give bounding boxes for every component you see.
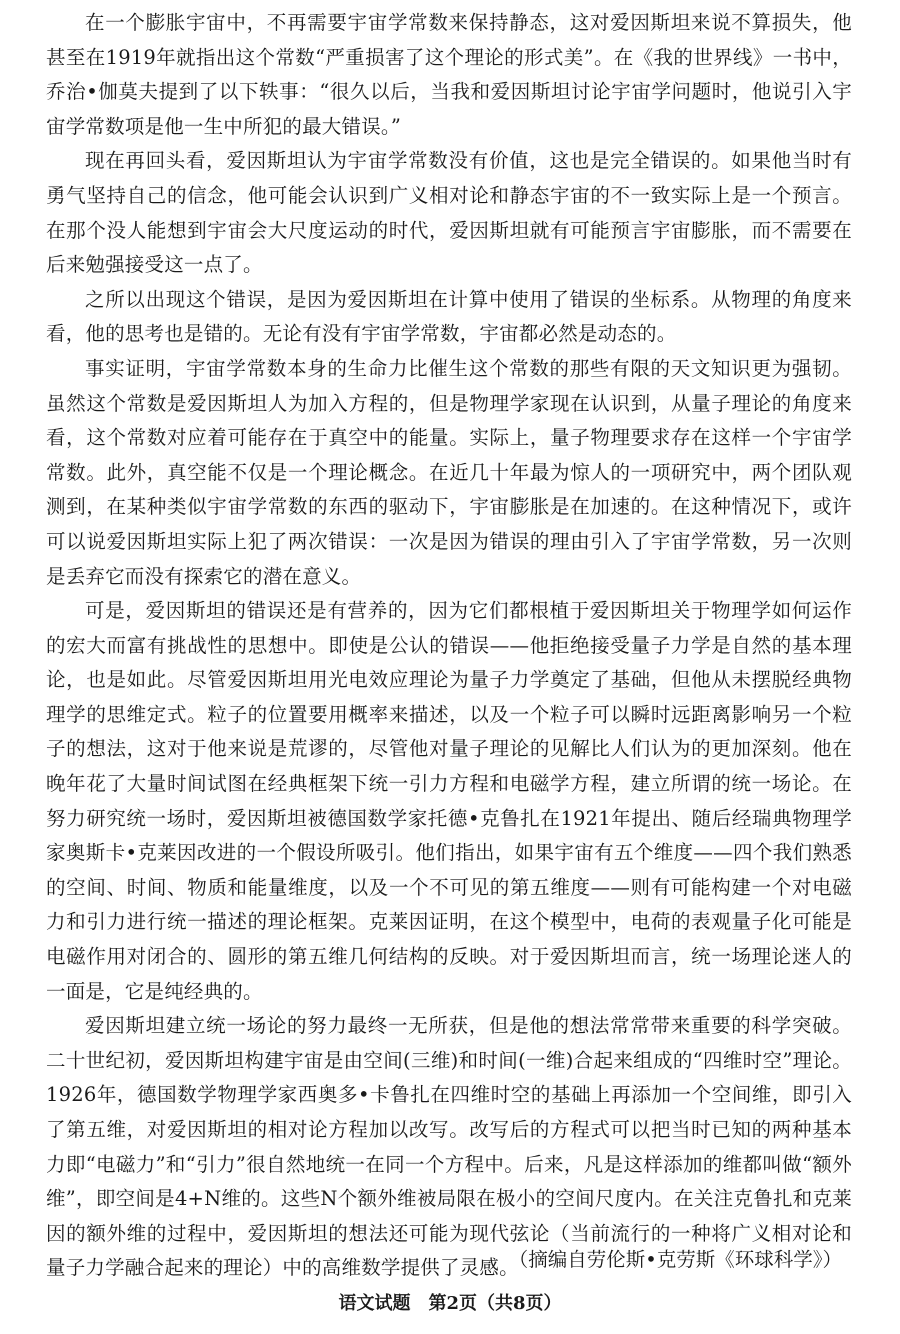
page-footer: 语文试题 第2页（共8页） (338, 1293, 562, 1314)
article-paragraph: 可是，爱因斯坦的错误还是有营养的，因为它们都根植于爱因斯坦关于物理学如何运作的宏大而富有挑战性的思想中。即使是公认的错误——他拒绝接受量子力学是自然的基本理论，也是如此。尽管爱因斯坦用光电效应理论为量子力学奠定了基础，但他从未摆脱经典物理学的思维定式。粒子的位置要用概率来描述，以及一个粒子可以瞬时远距离影响另一个粒子的想法，这对于他来说是荒谬的，尽管他对量子理论的见解比人们认为的更加深刻。他在晚年花了大量时间试图在经典框架下统一引力方程和电磁学方程，建立所谓的统一场论。在努力研究统一场时，爱因斯坦被德国数学家托德•克鲁扎在1921年提出、随后经瑞典物理学家奥斯卡•克莱因改进的一个假设所吸引。他们指出，如果宇宙有五个维度——四个我们熟悉的空间、时间、物质和能量维度，以及一个不可见的第五维度——则有可能构建一个对电磁力和引力进行统一描述的理论框架。克莱因证明，在这个模型中，电荷的表观量子化可能是电磁作用对闭合的、圆形的第五维几何结构的反映。对于爱因斯坦而言，统一场理论迷人的一面是，它是纯经典的。 (46, 599, 852, 1003)
article-paragraph: 事实证明，宇宙学常数本身的生命力比催生这个常数的那些有限的天文知识更为强韧。虽然这个常数是爱因斯坦人为加入方程的，但是物理学家现在认识到，从量子理论的角度来看，这个常数对应着可能存在于真空中的能量。实际上，量子物理要求存在这样一个宇宙学常数。此外，真空能不仅是一个理论概念。在近几十年最为惊人的一项研究中，两个团队观测到，在某种类似宇宙学常数的东西的驱动下，宇宙膨胀是在加速的。在这种情况下，或许可以说爱因斯坦实际上犯了两次错误：一次是因为错误的理由引入了宇宙学常数，另一次则是丢弃它而没有探索它的潜在意义。 (46, 356, 852, 588)
article-paragraph: 现在再回头看，爱因斯坦认为宇宙学常数没有价值，这也是完全错误的。如果他当时有勇气坚持自己的信念，他可能会认识到广义相对论和静态宇宙的不一致实际上是一个预言。在那个没人能想到宇宙会大尺度运动的时代，爱因斯坦就有可能预言宇宙膨胀，而不需要在后来勉强接受这一点了。 (46, 149, 852, 277)
article-body (46, 6, 852, 1286)
article-paragraph: 在一个膨胀宇宙中，不再需要宇宙学常数来保持静态，这对爱因斯坦来说不算损失，他甚至在1919年就指出这个常数“严重损害了这个理论的形式美”。在《我的世界线》一书中，乔治•伽莫夫提到了以下轶事：“很久以后，当我和爱因斯坦讨论宇宙学问题时，他说引入宇宙学常数项是他一生中所犯的最大错误。” (46, 11, 852, 138)
article-paragraph: 之所以出现这个错误，是因为爱因斯坦在计算中使用了错误的坐标系。从物理的角度来看，他的思考也是错的。无论有没有宇宙学常数，宇宙都必然是动态的。 (46, 287, 852, 346)
article-paragraph: 爱因斯坦建立统一场论的努力最终一无所获，但是他的想法常常带来重要的科学突破。二十世纪初，爱因斯坦构建宇宙是由空间(三维)和时间(一维)合起来组成的“四维时空”理论。1926年，德国数学物理学家西奥多•卡鲁扎在四维时空的基础上再添加一个空间维，即引入了第五维，对爱因斯坦的相对论方程加以改写。改写后的方程式可以把当时已知的两种基本力即“电磁力”和“引力”很自然地统一在同一个方程中。后来，凡是这样添加的维都叫做“额外维”，即空间是4+N维的。这些N个额外维被局限在极小的空间尺度内。在关注克鲁扎和克莱因的额外维的过程中，爱因斯坦的想法还可能为现代弦论（当前流行的一种将广义相对论和量子力学融合起来的理论）中的高维数学提供了灵感。 (46, 1014, 852, 1280)
article-source: （摘编自劳伦斯•克劳斯《环球科学》） (508, 1248, 842, 1271)
